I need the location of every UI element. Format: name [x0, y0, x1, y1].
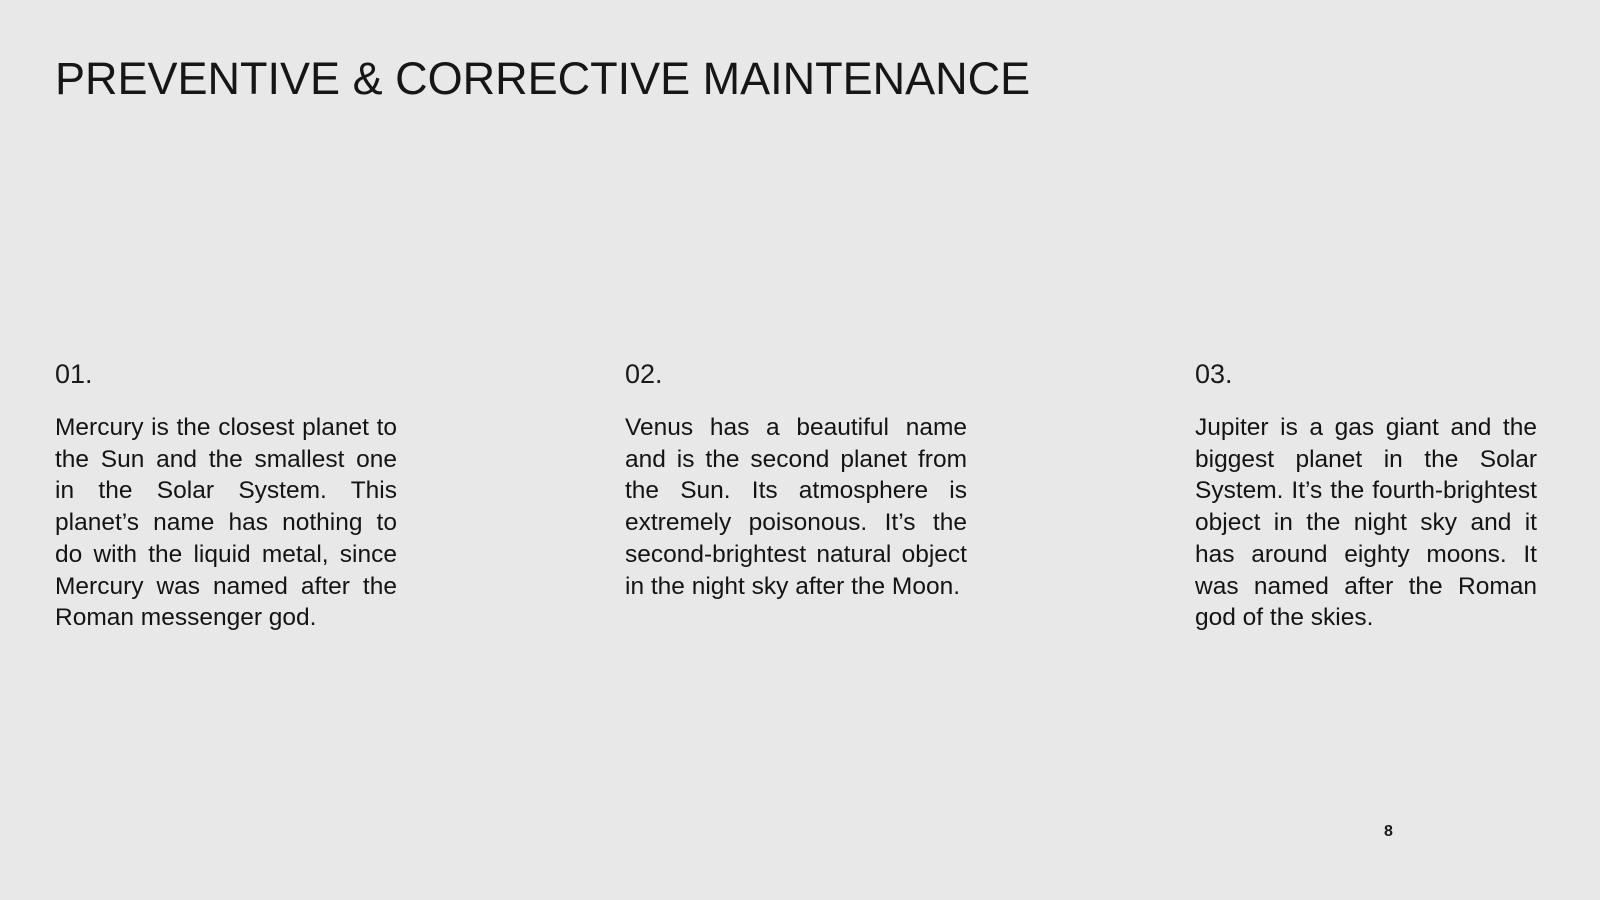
- column-number: 02.: [625, 359, 663, 389]
- column-text: Mercury is the closest planet to the Sun and the smallest one in the Solar System. This planet’s name has nothing to do with the liquid metal, since Mercury was named after the Roman messenger god.: [55, 414, 397, 632]
- column-01: [55, 358, 397, 634]
- column-02: [625, 358, 967, 602]
- slide-title: PREVENTIVE & CORRECTIVE MAINTENANCE: [55, 53, 1031, 104]
- column-number: 01.: [55, 359, 93, 389]
- column-03: [1195, 358, 1537, 634]
- page-number: 8: [1384, 823, 1393, 840]
- column-text: Jupiter is a gas giant and the biggest planet in the Solar System. It’s the fourth-brightest object in the night sky and it has around eighty moons. It was named after the Roman god of the skies.: [1195, 414, 1537, 632]
- column-text: Venus has a beautiful name and is the second planet from the Sun. Its atmosphere is extremely poisonous. It’s the second-brightest natural object in the night sky after the Moon.: [625, 414, 967, 600]
- column-number: 03.: [1195, 359, 1233, 389]
